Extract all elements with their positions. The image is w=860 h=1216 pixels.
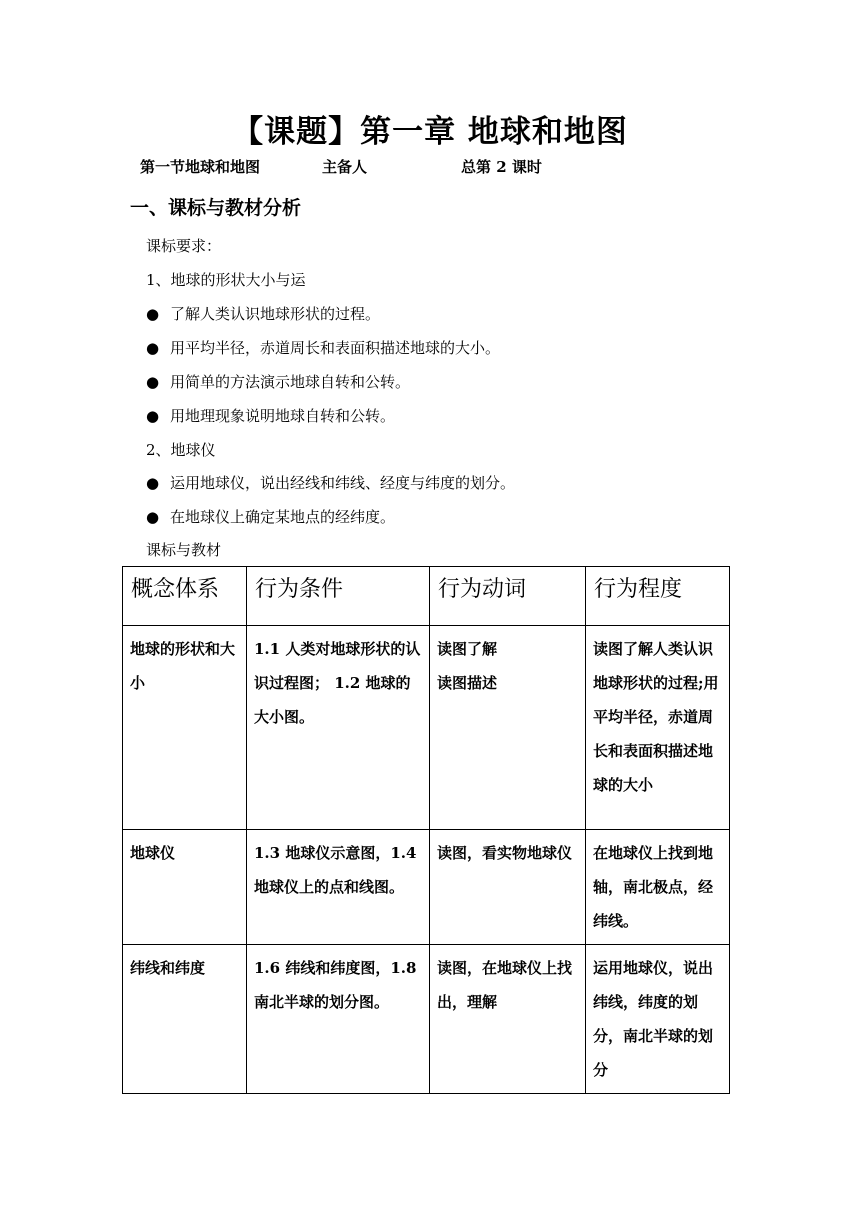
preparer-label: 主备人 (322, 158, 368, 176)
requirements-label: 课标要求： (146, 237, 222, 255)
table-row (123, 830, 730, 945)
section-heading: 一、课标与教材分析 (130, 197, 302, 219)
section-name: 第一节地球和地图 (140, 158, 261, 176)
curriculum-table (122, 566, 730, 1094)
bullet-item: ● 用简单的方法演示地球自转和公转。 (146, 373, 411, 391)
bullet-icon: ● (146, 339, 160, 357)
topic-1-heading: 1、地球的形状大小与运 (146, 271, 306, 289)
table-cell: 运用地球仪，说出纬线，纬度的划分，南北半球的划分 (586, 945, 730, 1094)
table-cell: 地球仪 (123, 830, 247, 945)
table-cell: 1.3 地球仪示意图，1.4 地球仪上的点和线图。 (247, 830, 430, 945)
bullet-icon: ● (146, 305, 160, 323)
column-header: 行为条件 (247, 567, 430, 626)
table-cell: 读图，在地球仪上找出，理解 (430, 945, 586, 1094)
table-cell: 1.1 人类对地球形状的认识过程图； 1.2 地球的大小图。 (247, 626, 430, 830)
table-row (123, 626, 730, 830)
column-header: 概念体系 (123, 567, 247, 626)
table-row (123, 945, 730, 1094)
bullet-item: ● 运用地球仪，说出经线和纬线、经度与纬度的划分。 (146, 474, 516, 492)
bullet-item: ● 用平均半径，赤道周长和表面积描述地球的大小。 (146, 339, 501, 357)
column-header: 行为程度 (586, 567, 730, 626)
table-cell: 在地球仪上找到地轴，南北极点，经纬线。 (586, 830, 730, 945)
table-cell: 1.6 纬线和纬度图，1.8 南北半球的划分图。 (247, 945, 430, 1094)
bullet-icon: ● (146, 508, 160, 526)
table-header-row (123, 567, 730, 626)
table-cell: 纬线和纬度 (123, 945, 247, 1094)
topic-2-heading: 2、地球仪 (146, 441, 216, 459)
column-header: 行为动词 (430, 567, 586, 626)
bullet-icon: ● (146, 474, 160, 492)
lesson-count: 总第 2 课时 (461, 158, 542, 176)
table-cell: 读图了解 读图描述 (430, 626, 586, 830)
bullet-icon: ● (146, 373, 160, 391)
page-title: 【课题】第一章 地球和地图 (232, 114, 628, 150)
bullet-icon: ● (146, 407, 160, 425)
bullet-item: ● 在地球仪上确定某地点的经纬度。 (146, 508, 396, 526)
bullet-item: ● 用地理现象说明地球自转和公转。 (146, 407, 396, 425)
bullet-item: ● 了解人类认识地球形状的过程。 (146, 305, 381, 323)
table-cell: 地球的形状和大小 (123, 626, 247, 830)
table-caption: 课标与教材 (146, 541, 222, 559)
table-cell: 读图了解人类认识地球形状的过程;用平均半径，赤道周长和表面积描述地球的大小 (586, 626, 730, 830)
table-cell: 读图，看实物地球仪 (430, 830, 586, 945)
